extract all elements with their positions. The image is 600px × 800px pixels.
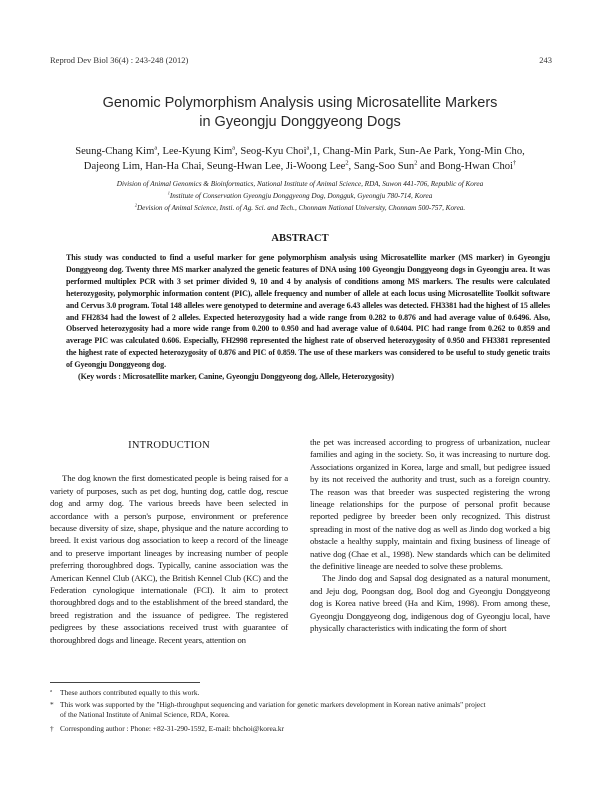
page-number: 243 xyxy=(539,55,552,65)
introduction-heading: INTRODUCTION xyxy=(128,440,210,451)
authors-line-2: Dajeong Lim, Han-Ha Chai, Seung-Hwan Lee, Ji-Woong Lee$^2$, Sang-Soo Sun$^2$ and Bong-Hwan Choi† xyxy=(83,159,517,172)
affiliation-1: $^1$Institute of Conservation Gyeongju Donggyeong Dog, Dongguk, Gyeongju 780-714, Korea xyxy=(167,190,433,201)
intro-paragraph-1: The dog known the first domesticated people is being raised for a variety of purposes, such as pet dog, hunting dog, cattle dog, rescue dog and army dog. The various breeds have been selected in accordance with a person's purpose, environment or preference because diversity of size, shape, physique and the nature according to breed. It exist various dog association to keep a record of the lineage and to preserve important lineages by increasing number of people preferring thoroughbred dogs. Typically, canine association was the American Kennel Club (AKC), the British Kennel Club (KC) and the Federation cynologique internationale (FCI). It aim to protect thoroughbred dogs and to the establishment of the breed standard, the breed registration and the issuance of pedigree. The registered pedigrees by these associations received trust with guarantee of thoroughbred dogs and lineage. Recent years, attention on xyxy=(50,473,288,645)
abstract-keywords: (Key words : Microsatellite marker, Canine, Gyeongju Donggyeong dog, Allele, Heterozygosity) xyxy=(78,372,394,382)
footnote-2: * This work was supported by the "High-throughput sequencing and variation for genetic markers development in Korean native animals" project of the National Institute of Animal Science, RDA, Korea. xyxy=(50,700,486,719)
running-header xyxy=(50,55,552,67)
authors-line-1: Seung-Chang Kim$^a$, Lee-Kyung Kim$^a$, Seog-Kyu Choi$^a$,1, Chang-Min Park, Sun-Ae Park, Yong-Min Cho, xyxy=(75,144,525,157)
intro-paragraph-2: the pet was increased according to progress of urbanization, nuclear families and aging in the society. So, it was increasing to nurture dog. Associations organized in Korea, large and small, but pedigree issued by its not received the authority and trust, such as a foreign country. The reason was that breeder was suspected registering the wrong lineage relationships for the purpose of personal profit because reported pedigree by breeder been only recognized. This distrust spreading in most of the native dog as well as Jindo dog worked a big obstacle a healthy supply, maintain and fixing business of lineage of native dog (Chae et al., 1998). New standards which can be delimited the definitive lineage are needed to solve these problems. xyxy=(310,437,550,572)
affiliations xyxy=(40,178,560,215)
paper-title xyxy=(60,94,540,132)
title-line-1: Genomic Polymorphism Analysis using Microsatellite Markers xyxy=(102,95,498,111)
abstract-body xyxy=(66,252,550,383)
abstract-text: This study was conducted to find a useful marker for gene polymorphism analysis using Microsatellite marker (MS marker) in Gyeongju Donggyeong dog. Twenty three MS marker analyzed the genetic features of DNA using 100 Gyeongju Donggyeong dogs in Gyeongju area. It was performed multiplex PCR with 3 set primer divided 9, 10 and 4 by analysis of conditions among MS markers. The results were calculated heterozygosity, polymorphic information content (PIC), allele frequency and number of allele at each locus using Microsatellite Toolkit software and Cervus 3.0 program. Total 148 alleles were genotyped to determine and average 6.43 alleles was detected. FH3381 had the highest of 15 alleles and FH2834 had the lowest of 2 alleles. Expected heterozygosity had a wide range from 0.282 to 0.876 and had average value of 0.6496. Also, Observed heterozygosity had a more wide range from 0.200 to 0.950 and had average value of 0.6404. PIC had range from 0.262 to 0.859 and average PIC was calculated 0.606. Especially, FH2998 represented the highest rate of observed heterozygosity of 0.950 and FH3381 represented the highest rate of expected heterozygosity of 0.876 and PIC of 0.859. The use of these markers was considered to be useful to study genetic traits of Gyeongju Donggyeong dog. xyxy=(66,253,550,370)
title-line-2: in Gyeongju Donggyeong Dogs xyxy=(199,114,401,130)
footnote-divider xyxy=(50,682,200,683)
author-list xyxy=(60,144,540,174)
right-column xyxy=(310,436,550,635)
affiliation-main: Division of Animal Genomics & Bioinformatics, National Institute of Animal Science, RDA, Suwon 441-706, Republic of Korea xyxy=(116,180,484,188)
intro-paragraph-3: The Jindo dog and Sapsal dog designated as a natural monument, and Jeju dog, Poongsan dog, Bool dog and Gyeongju Donggyeong dog is Korea native breed (Ha and Kim, 1998). From among these, Gyeongju Donggyeong dog, indigenous dog of Gyeongju local, have physically characteristics with indicating the form of short xyxy=(310,573,550,634)
abstract-heading: ABSTRACT xyxy=(271,233,329,244)
journal-citation: Reprod Dev Biol 36(4) : 243-248 (2012) xyxy=(50,55,189,65)
footnote-3: † Corresponding author : Phone: +82-31-290-1592, E-mail: bhchoi@korea.kr xyxy=(50,724,285,733)
affiliation-2: $^2$Devision of Animal Science, Insti. of Ag. Sci. and Tech., Chonnam National University, Chonnam 500-757, Korea. xyxy=(134,203,466,213)
left-column xyxy=(50,436,288,646)
footnote-1: $^a$ These authors contributed equally to this work. xyxy=(50,687,200,697)
